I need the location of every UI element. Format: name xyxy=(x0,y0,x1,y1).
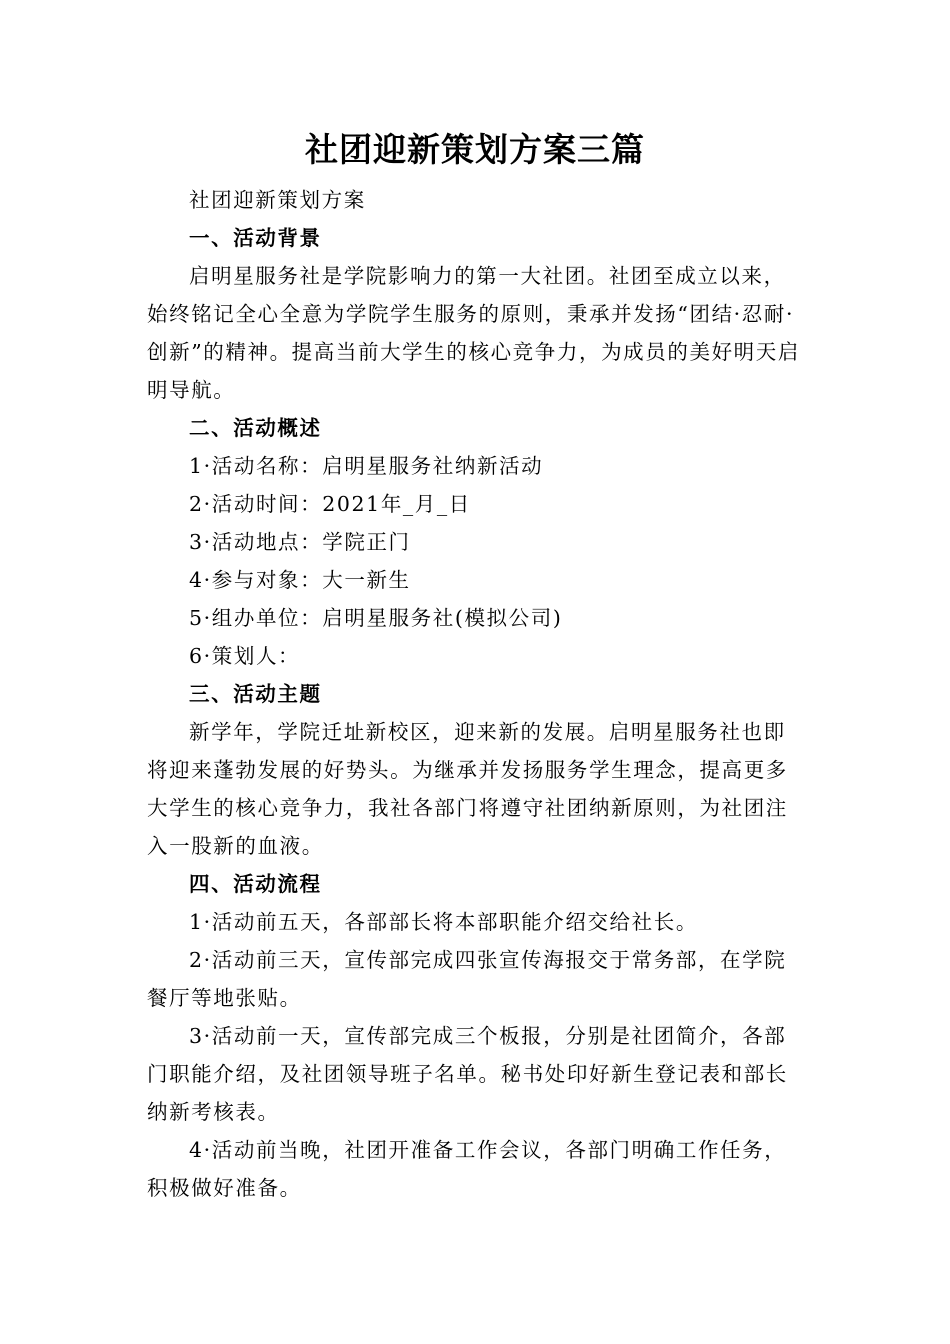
process-item: 4·活动前当晚，社团开准备工作会议，各部门明确工作任务，积极做好准备。 xyxy=(147,1138,787,1200)
overview-item: 2·活动时间：2021年_月_日 xyxy=(189,492,471,516)
overview-item: 1·活动名称：启明星服务社纳新活动 xyxy=(189,454,544,478)
process-item: 1·活动前五天，各部部长将本部职能介绍交给社长。 xyxy=(189,910,698,934)
paragraph-background: 启明星服务社是学院影响力的第一大社团。社团至成立以来，始终铭记全心全意为学院学生服务的原则，秉承并发扬“团结·忍耐·创新”的精神。提高当前大学生的核心竞争力，为成员的美好明天启明导航。 xyxy=(147,264,800,402)
process-item: 2·活动前三天，宣传部完成四张宣传海报交于常务部，在学院餐厅等地张贴。 xyxy=(147,948,787,1010)
document-body xyxy=(147,181,807,1207)
process-item: 3·活动前一天，宣传部完成三个板报，分别是社团简介，各部门职能介绍，及社团领导班子名单。秘书处印好新生登记表和部长纳新考核表。 xyxy=(147,1024,788,1124)
section-heading-process: 四、活动流程 xyxy=(189,872,322,896)
overview-item: 5·组办单位：启明星服务社(模拟公司) xyxy=(189,606,563,630)
document-title: 社团迎新策划方案三篇 xyxy=(305,130,645,169)
paragraph-theme: 新学年，学院迁址新校区，迎来新的发展。启明星服务社也即将迎来蓬勃发展的好势头。为继承并发扬服务学生理念，提高更多大学生的核心竞争力，我社各部门将遵守社团纳新原则，为社团注入一股新的血液。 xyxy=(147,720,788,858)
section-heading-overview: 二、活动概述 xyxy=(189,416,322,440)
document-subtitle: 社团迎新策划方案 xyxy=(189,188,366,212)
overview-item: 3·活动地点：学院正门 xyxy=(189,530,411,554)
section-heading-theme: 三、活动主题 xyxy=(189,682,322,706)
section-heading-background: 一、活动背景 xyxy=(189,226,322,250)
overview-item: 6·策划人： xyxy=(189,644,301,668)
overview-item: 4·参与对象：大一新生 xyxy=(189,568,411,592)
